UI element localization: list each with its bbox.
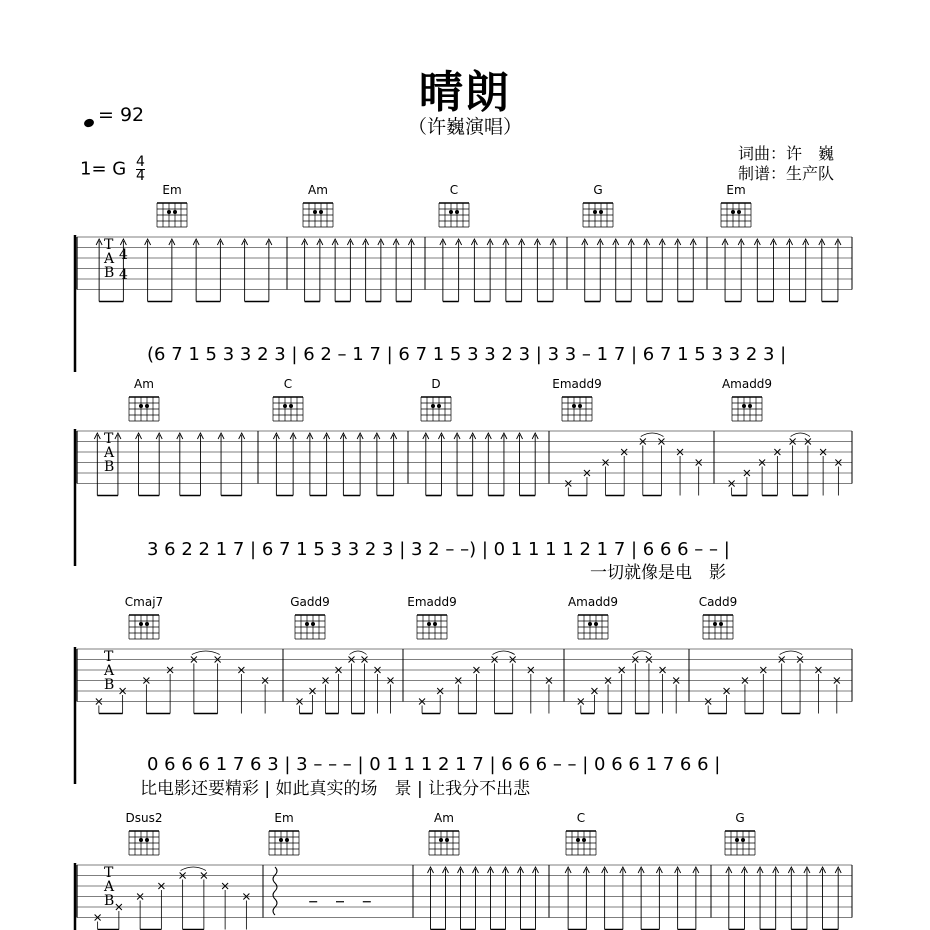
chord-finger-dot <box>145 622 149 626</box>
chord-diagram <box>439 183 469 227</box>
tab-clef-letter: B <box>104 265 115 281</box>
chord-finger-dot <box>731 210 735 214</box>
chord-finger-dot <box>582 838 586 842</box>
chord-finger-dot <box>588 622 592 626</box>
tab-measure <box>95 867 250 930</box>
tab-system-2 <box>75 377 852 583</box>
jianpu-notation: (6 7 1 5 3 3 2 3 | 6 2 – 1 7 | 6 7 1 5 3 3 2 3 | 3 3 – 1 7 | 6 7 1 5 3 3 2 3 | <box>147 344 787 365</box>
tab-measure <box>423 433 538 496</box>
chord-finger-dot <box>311 622 315 626</box>
tie-arc <box>181 867 206 871</box>
jianpu-notation: 3 6 2 2 1 7 | 6 7 1 5 3 3 2 3 | 3 2 – –) | 0 1 1 1 1 2 1 7 | 6 6 6 – – | <box>147 539 730 560</box>
tie-arc <box>350 651 367 655</box>
chord-finger-dot <box>433 622 437 626</box>
tab-measure <box>297 651 394 714</box>
chord-finger-dot <box>305 622 309 626</box>
chord-finger-dot <box>713 622 717 626</box>
chord-name: Em <box>726 183 746 197</box>
chord-finger-dot <box>594 622 598 626</box>
chord-finger-dot <box>439 838 443 842</box>
chord-finger-dot <box>572 404 576 408</box>
jianpu-notation: 0 6 6 6 1 7 6 3 | 3 – – – | 0 1 1 1 2 1 7 | 6 6 6 – – | 0 6 6 1 7 6 6 | <box>147 754 721 775</box>
chord-finger-dot <box>289 404 293 408</box>
chord-finger-dot <box>593 210 597 214</box>
chord-diagram <box>129 377 159 421</box>
time-sig-bottom: 4 <box>135 168 145 184</box>
chord-finger-dot <box>279 838 283 842</box>
tab-measure <box>729 433 842 496</box>
chord-diagram <box>568 595 618 639</box>
chord-name: C <box>449 183 459 197</box>
chord-finger-dot <box>139 622 143 626</box>
chord-finger-dot <box>313 210 317 214</box>
chord-finger-dot <box>139 404 143 408</box>
chord-diagram <box>269 811 299 855</box>
tab-measure <box>94 433 244 496</box>
chord-name: Am <box>134 377 154 391</box>
song-title: 晴朗 <box>419 67 511 118</box>
chord-diagram <box>721 183 751 227</box>
chord-finger-dot <box>427 622 431 626</box>
key-label: 1= G <box>80 158 127 180</box>
chord-diagram <box>157 183 187 227</box>
credit-lyrics-music: 词曲：许 巍 <box>738 144 835 163</box>
chord-finger-dot <box>139 838 143 842</box>
chord-name: Cadd9 <box>698 595 738 609</box>
chord-finger-dot <box>599 210 603 214</box>
chord-name: D <box>431 377 441 391</box>
chord-diagram <box>566 811 596 855</box>
chord-diagram <box>699 595 738 639</box>
tab-measure <box>428 867 539 930</box>
tab-measure <box>722 239 841 302</box>
tie-arc <box>780 651 802 655</box>
tempo-value: = 92 <box>98 104 145 126</box>
lyric-line: 比电影还要精彩 | 如此真实的场 景 | 让我分不出悲 <box>140 779 531 799</box>
tab-clef-letter: A <box>104 879 115 895</box>
chord-finger-dot <box>741 838 745 842</box>
tab-measure <box>578 651 679 714</box>
tab-measure <box>419 651 552 714</box>
chord-diagram <box>407 595 457 639</box>
tab-measure <box>273 433 396 496</box>
chord-finger-dot <box>737 210 741 214</box>
song-subtitle: （许巍演唱） <box>407 116 522 138</box>
chord-finger-dot <box>431 404 435 408</box>
chord-name: Em <box>162 183 182 197</box>
tab-system-4 <box>75 811 852 930</box>
tab-measure <box>302 239 415 302</box>
chord-finger-dot <box>578 404 582 408</box>
chord-diagram <box>421 377 451 421</box>
tab-clef-letter: T <box>104 865 114 881</box>
chord-name: Dsus2 <box>125 811 163 825</box>
chord-name: Amadd9 <box>567 595 619 609</box>
tab-measure <box>565 433 701 496</box>
chord-diagram <box>125 595 163 639</box>
chord-diagram <box>273 377 303 421</box>
chord-finger-dot <box>455 210 459 214</box>
tab-measure <box>565 867 699 930</box>
credit-transcriber: 制谱：生产队 <box>738 164 835 183</box>
chord-finger-dot <box>719 622 723 626</box>
chord-finger-dot <box>742 404 746 408</box>
tie-arc <box>493 651 515 655</box>
chord-diagram <box>126 811 163 855</box>
tab-clef-letter: T <box>104 431 114 447</box>
tab-time-sig: 4 <box>119 247 128 263</box>
chord-name: Gadd9 <box>290 595 330 609</box>
tab-clef-letter: A <box>104 663 115 679</box>
tab-clef-letter: A <box>104 445 115 461</box>
chord-diagram <box>290 595 330 639</box>
lyric-line: 一切就像是电 影 <box>590 563 726 583</box>
tab-system-3 <box>75 595 852 799</box>
chord-name: Amadd9 <box>721 377 773 391</box>
chord-finger-dot <box>319 210 323 214</box>
chord-name: Am <box>308 183 328 197</box>
chord-name: Cmaj7 <box>124 595 164 609</box>
time-sig-top: 4 <box>135 154 145 170</box>
tab-clef-letter: A <box>104 251 115 267</box>
tie-arc <box>791 433 810 437</box>
chord-diagram <box>583 183 613 227</box>
chord-finger-dot <box>449 210 453 214</box>
tab-measure <box>96 651 268 714</box>
chord-name: G <box>593 183 603 197</box>
chord-finger-dot <box>445 838 449 842</box>
chord-finger-dot <box>285 838 289 842</box>
chord-name: C <box>283 377 293 391</box>
tab-measure <box>440 239 556 302</box>
tab-measure <box>705 651 840 714</box>
chord-diagram <box>552 377 602 421</box>
tie-arc <box>641 433 664 437</box>
chord-finger-dot <box>167 210 171 214</box>
chord-finger-dot <box>283 404 287 408</box>
chord-finger-dot <box>145 404 149 408</box>
chord-finger-dot <box>748 404 752 408</box>
chord-name: Am <box>434 811 454 825</box>
chord-name: Emadd9 <box>407 595 457 609</box>
tie-arc <box>192 651 220 655</box>
chord-finger-dot <box>437 404 441 408</box>
tab-clef-letter: B <box>104 459 115 475</box>
tab-clef-letter: T <box>104 237 114 253</box>
chord-finger-dot <box>735 838 739 842</box>
chord-name: Emadd9 <box>552 377 602 391</box>
tab-measure <box>582 239 697 302</box>
chord-name: C <box>576 811 586 825</box>
tab-clef-letter: B <box>104 677 115 693</box>
tab-clef-letter: B <box>104 893 115 909</box>
tab-clef-letter: T <box>104 649 114 665</box>
chord-diagram <box>725 811 755 855</box>
tie-arc <box>633 651 651 655</box>
chord-diagram <box>303 183 333 227</box>
tab-measure <box>273 867 371 915</box>
chord-diagram <box>429 811 459 855</box>
chord-name: Em <box>274 811 294 825</box>
chord-name: G <box>735 811 745 825</box>
tab-measure <box>726 867 841 930</box>
chord-finger-dot <box>576 838 580 842</box>
tab-time-sig: 4 <box>119 267 128 283</box>
chord-diagram <box>722 377 772 421</box>
tab-system-1 <box>75 183 852 372</box>
chord-finger-dot <box>145 838 149 842</box>
chord-finger-dot <box>173 210 177 214</box>
rolled-chord-icon <box>273 867 277 915</box>
